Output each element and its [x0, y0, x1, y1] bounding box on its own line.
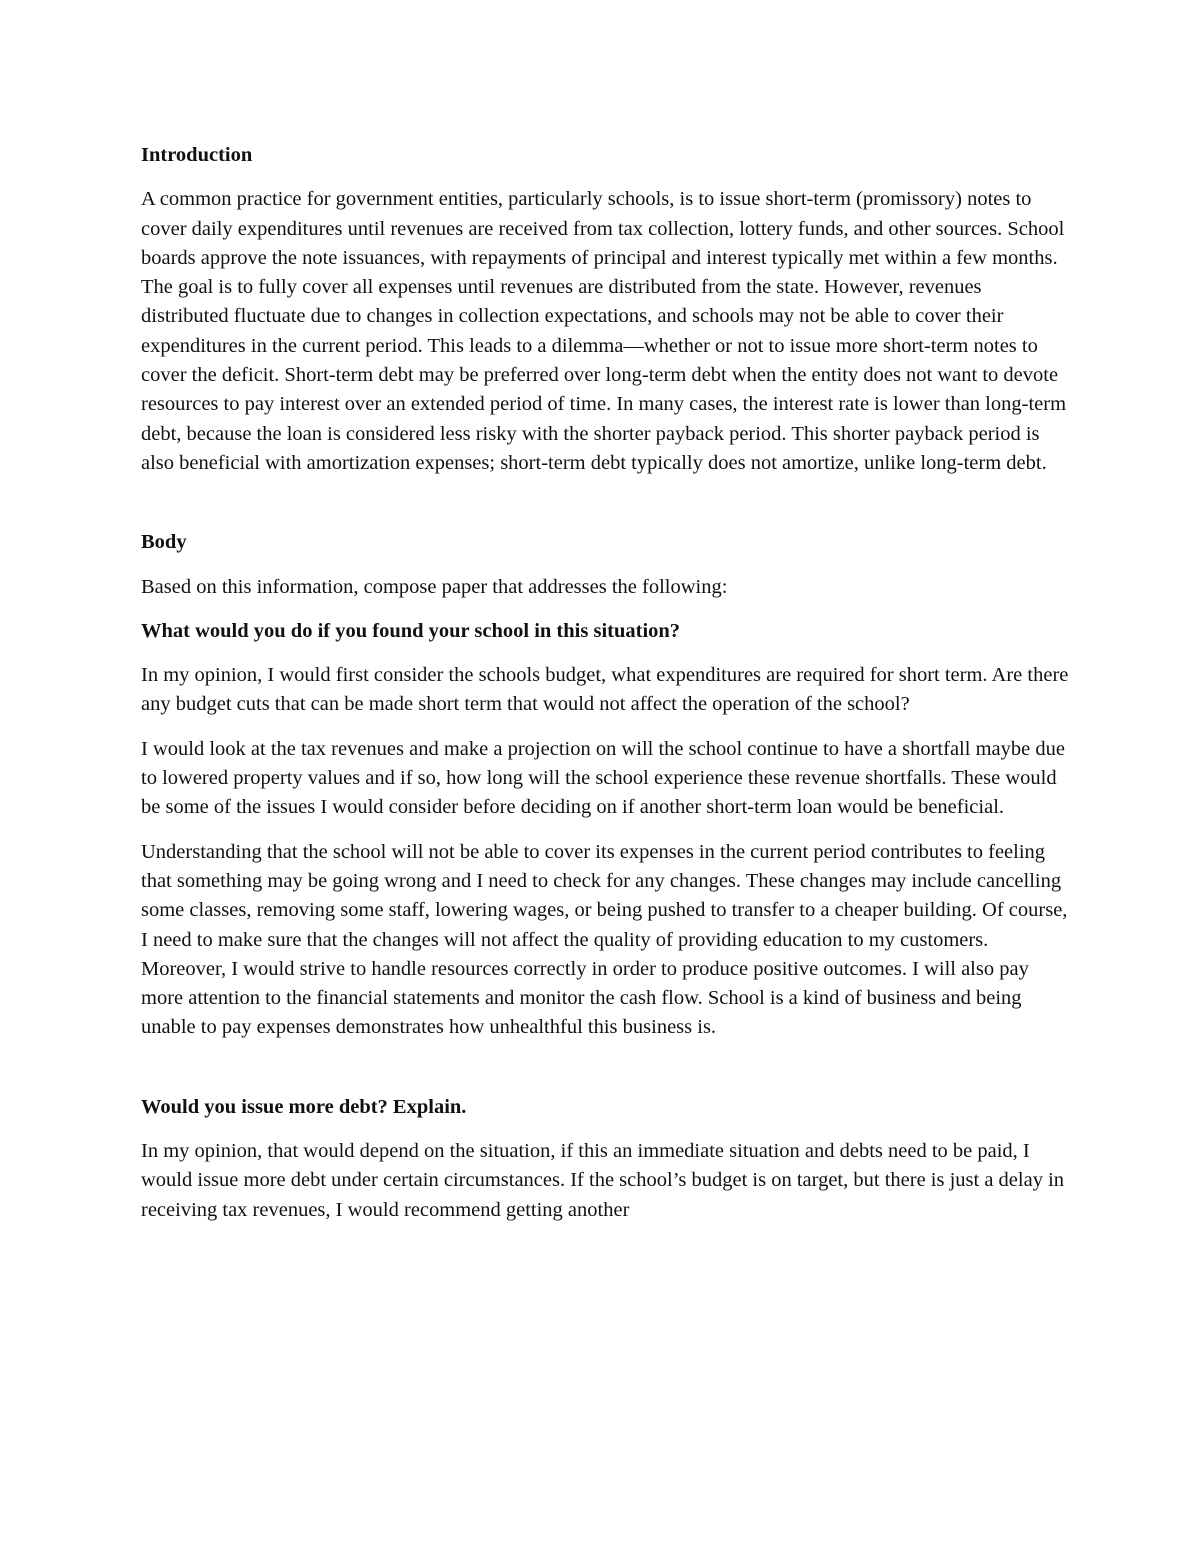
- body-intro-paragraph: Based on this information, compose paper that addresses the following:: [141, 575, 728, 598]
- answer-1-paragraph-1: In my opinion, I would first consider the schools budget, what expenditures are required for short term. Are there any budget cuts that can be made short term that would not affect the operation of the school?: [141, 664, 1069, 716]
- question-1: What would you do if you found your school in this situation?: [141, 619, 681, 642]
- question-2: Would you issue more debt? Explain.: [141, 1095, 467, 1118]
- body-heading: Body: [141, 531, 187, 554]
- intro-heading: Introduction: [141, 144, 253, 166]
- answer-2-paragraph-1: In my opinion, that would depend on the situation, if this an immediate situation and debts need to be paid, I would issue more debt under certain circumstances. If the school’s budget is on target, but there is just a delay in receiving tax revenues, I would recommend getting another: [141, 1140, 1065, 1221]
- answer-1-paragraph-3: Understanding that the school will not be able to cover its expenses in the current period contributes to feeling that something may be going wrong and I need to check for any changes. These changes may include cancelling some classes, removing some staff, lowering wages, or being pushed to transfer to a cheaper building. Of course, I need to make sure that the changes will not affect the quality of providing education to my customers. Moreover, I would strive to handle resources correctly in order to produce positive outcomes. I will also pay more attention to the financial statements and monitor the cash flow. School is a kind of business and being unable to pay expenses demonstrates how unhealthful this business is.: [141, 840, 1068, 1039]
- intro-paragraph: A common practice for government entities, particularly schools, is to issue short-term (promissory) notes to cover daily expenditures until revenues are received from tax collection, lottery funds, and other sources. School boards approve the note issuances, with repayments of principal and interest typically met within a few months. The goal is to fully cover all expenses until revenues are distributed from the state. However, revenues distributed fluctuate due to changes in collection expectations, and schools may not be able to cover their expenditures in the current period. This leads to a dilemma—whether or not to issue more short-term notes to cover the deficit. Short-term debt may be preferred over long-term debt when the entity does not want to devote resources to pay interest over an extended period of time. In many cases, the interest rate is lower than long-term debt, because the loan is considered less risky with the shorter payback period. This shorter payback period is also beneficial with amortization expenses; short-term debt typically does not amortize, unlike long-term debt.: [141, 188, 1067, 474]
- document-page: [141, 141, 1071, 1240]
- answer-1-paragraph-2: I would look at the tax revenues and make a projection on will the school continue to have a shortfall maybe due to lowered property values and if so, how long will the school experience these revenue shortfalls. These would be some of the issues I would consider before deciding on if another short-term loan would be beneficial.: [141, 737, 1065, 819]
